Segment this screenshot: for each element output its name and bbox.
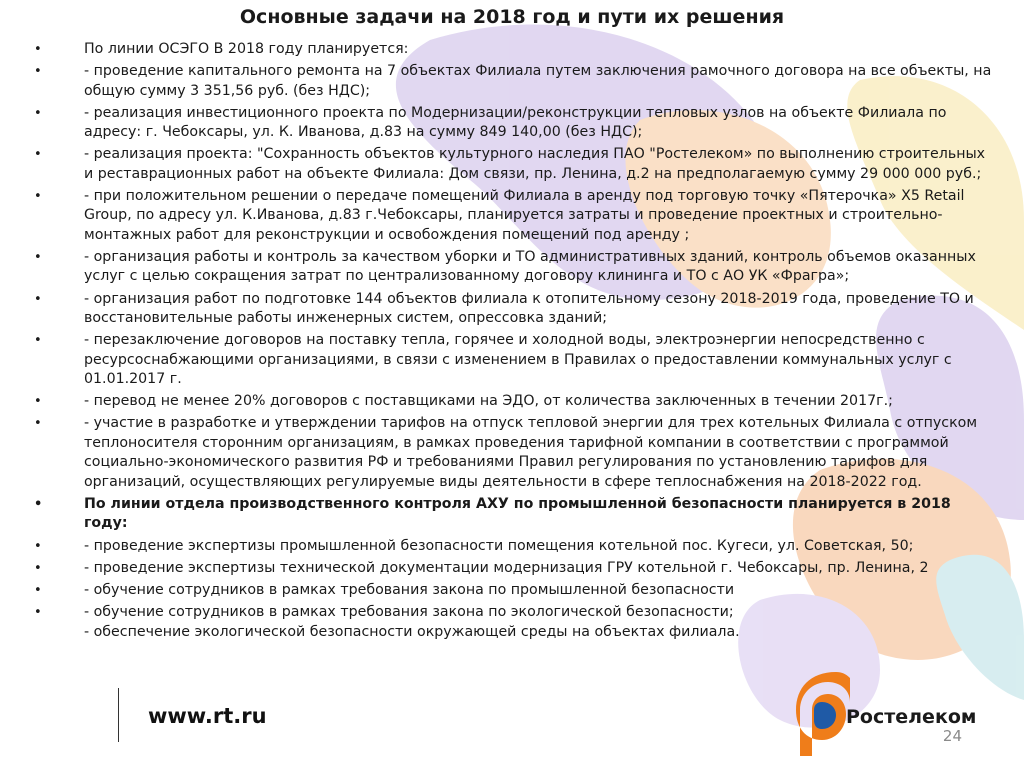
list-item [34, 603, 994, 642]
slide-title: Основные задачи на 2018 год и пути их решения [239, 6, 785, 28]
list-item [34, 537, 994, 556]
bullet-icon: • [34, 560, 42, 576]
list-item [34, 145, 994, 184]
list-item-text: - реализация проекта: "Сохранность объектов культурного наследия ПАО "Ростелеком» по выполнению строительных и реставрационных работ на объекте Филиала: Дом связи, пр. Ленина, д.2 на предполагаемую сумму 29 000 000 руб.; [84, 146, 986, 182]
bullet-icon: • [34, 189, 42, 205]
list-item-text: - перезаключение договоров на поставку тепла, горячее и холодной воды, электроэнергии непосредственно с ресурсоснабжающими организациями, в связи с изменением в Правилах о предоставлении коммунальных услуг с 01.01.2017 г. [84, 332, 952, 388]
section-heading-item [34, 495, 994, 534]
bullet-icon: • [34, 538, 42, 554]
list-item-text: - проведение экспертизы технической документации модернизация ГРУ котельной г. Чебоксары, пр. Ленина, 2 [84, 559, 929, 576]
list-item [34, 104, 994, 143]
list-item-text: - проведение экспертизы промышленной безопасности помещения котельной пос. Кугеси, ул. Советская, 50; [84, 537, 914, 554]
bullet-icon: • [34, 582, 42, 598]
bullet-icon: • [34, 416, 42, 432]
list-item [34, 40, 994, 59]
bullet-icon: • [34, 42, 42, 57]
list-item-text: - обучение сотрудников в рамках требования закона по экологической безопасности; [84, 604, 734, 621]
list-item [34, 414, 994, 492]
list-item-text-continued: - обеспечение экологической безопасности окружающей среды на объектах филиала. [84, 623, 740, 640]
list-item-text: - проведение капитального ремонта на 7 объектах Филиала путем заключения рамочного договора на все объекты, на общую сумму 3 351,56 руб. (без НДС); [84, 63, 992, 99]
task-list [34, 40, 994, 645]
list-item [34, 248, 994, 287]
rostelecom-logo-icon [792, 668, 852, 760]
brand-name: Ростелеком [846, 706, 977, 728]
bullet-icon: • [34, 291, 42, 307]
bullet-icon: • [34, 496, 43, 512]
bullet-icon: • [34, 147, 42, 163]
page-number: 24 [942, 727, 962, 745]
list-item [34, 331, 994, 389]
website-link[interactable]: www.rt.ru [148, 704, 267, 728]
list-item-text: - участие в разработке и утверждении тарифов на отпуск тепловой энергии для трех котельных Филиала с отпуском теплоносителя сторонним организациям, в рамках проведения тарифной компании в соответствии с программой социально-экономического развития РФ и требованиями Правил регулирования по установлению тарифов для организаций, осуществляющих регулируемые виды деятельности в сфере теплоснабжения на 2018-2022 год. [84, 415, 978, 490]
bullet-icon: • [34, 394, 42, 410]
list-item [34, 581, 994, 600]
list-item-text: - организация работ по подготовке 144 объектов филиала к отопительному сезону 2018-2019 года, проведение ТО и восстановительные работы инженерных систем, опрессовка зданий; [84, 290, 974, 327]
list-item-text: По линии отдела производственного контроля АХУ по промышленной безопасности планируется в 2018 году: [84, 495, 951, 532]
bullet-icon: • [34, 250, 42, 266]
list-item [34, 62, 994, 101]
list-item [34, 559, 994, 578]
list-item-text: По линии ОСЭГО В 2018 году планируется: [84, 41, 409, 57]
list-item [34, 392, 994, 411]
list-item-text: - перевод не менее 20% договоров с поставщиками на ЭДО, от количества заключенных в течении 2017г.; [84, 393, 893, 410]
bullet-icon: • [34, 605, 42, 621]
list-item-text: - реализация инвестиционного проекта по Модернизации/реконструкции тепловых узлов на объекте Филиала по адресу: г. Чебоксары, ул. К. Иванова, д.83 на сумму 849 140,00 (без НДС); [84, 104, 947, 141]
footer-divider [118, 688, 119, 742]
bullet-icon: • [34, 333, 42, 349]
bullet-icon: • [34, 64, 42, 80]
list-item [34, 290, 994, 329]
list-item-text: - при положительном решении о передаче помещений Филиала в аренду под торговую точку «Пятерочка» X5 Retail Group, по адресу ул. К.Иванова, д.83 г.Чебоксары, планируется затраты и проведение проектных и строительно-монтажных работ для реконструкции и освобождения помещений под аренду ; [84, 188, 965, 243]
list-item-text: - обучение сотрудников в рамках требования закона по промышленной безопасности [84, 581, 735, 598]
list-item [34, 187, 994, 245]
list-item-text: - организация работы и контроль за качеством уборки и ТО административных зданий, контроль объемов оказанных услуг с целью сокращения затрат по централизованному договору клининга и ТО с АО УК «Фрагра»; [84, 249, 976, 285]
bullet-icon: • [34, 105, 42, 121]
